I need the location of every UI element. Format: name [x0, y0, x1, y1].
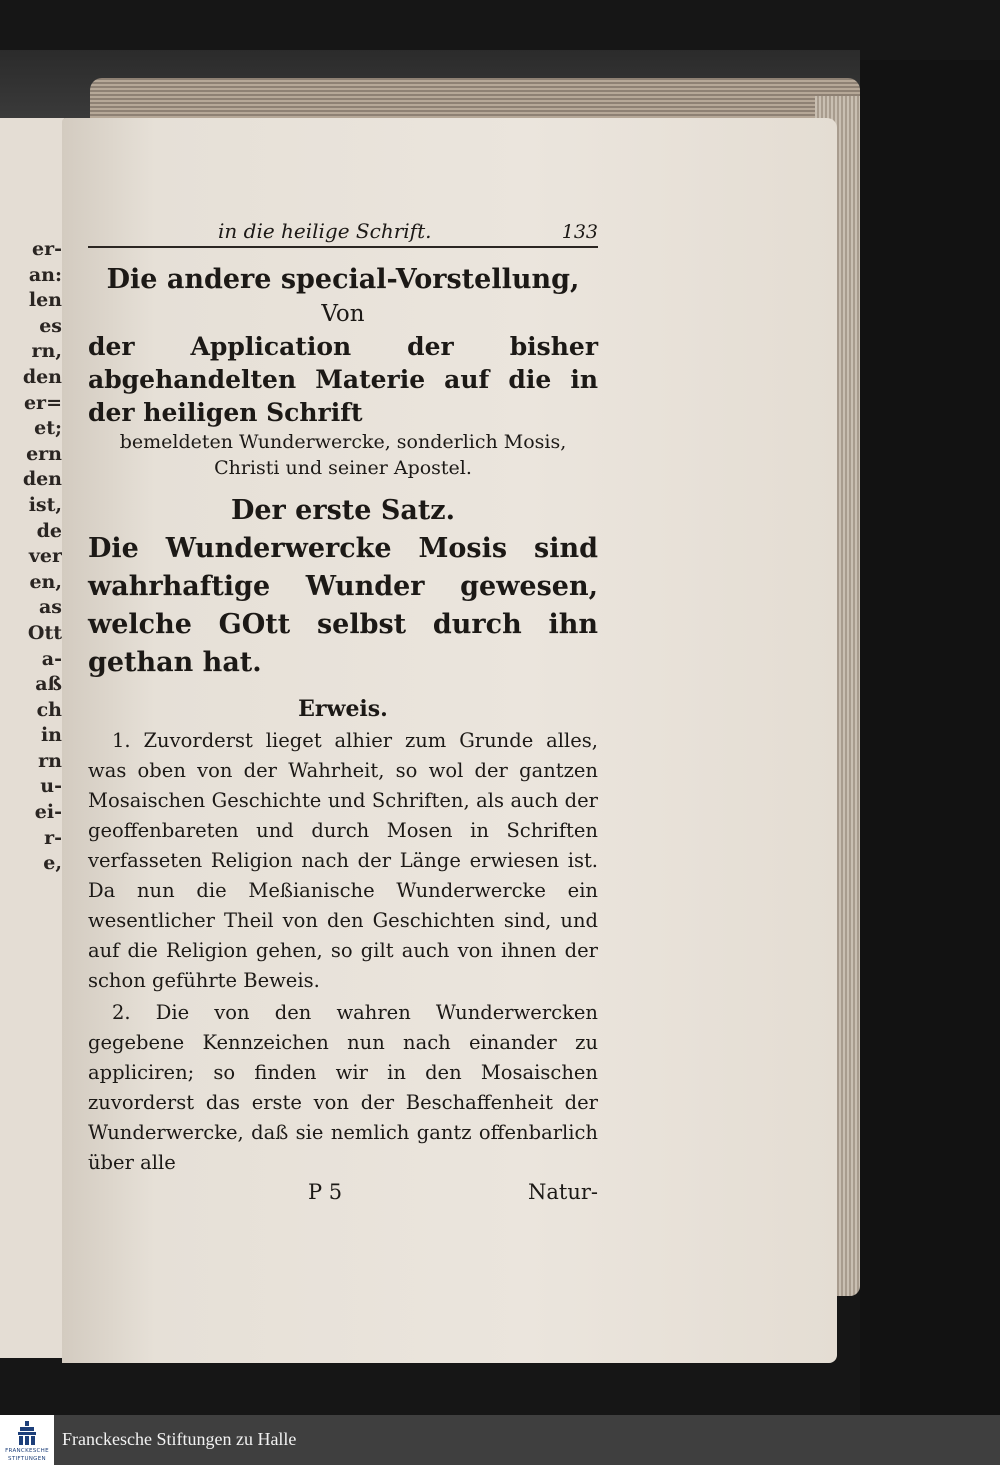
running-head-title: in die heilige Schrift. — [218, 219, 432, 243]
paragraph-2: 2. Die von den wahren Wunderwercken gegebene Kennzeichen nun nach einander zu appliciren; so finden wir in den Mosaischen zuvorderst das erste von der Beschaffenheit der Wunderwercke, daß sie nemlich gantz offenbarlich über alle — [88, 1001, 598, 1174]
logo-text-line2: STIFTUNGEN — [8, 1456, 46, 1462]
left-page-line-end: e, — [43, 852, 62, 875]
left-page-line-end: ern — [26, 442, 62, 465]
proposition-text: Die Wunderwercke Mosis sind wahrhaftige Wunder gewesen, welche GOtt selbst durch ihn gethan hat. — [88, 533, 598, 678]
left-page-line-end: ei- — [34, 801, 62, 824]
orphanage-emblem-icon — [16, 1421, 38, 1445]
left-page-line-end: et; — [34, 417, 62, 440]
left-page-line-end: as — [38, 596, 62, 619]
left-page-line-end: es — [39, 314, 62, 337]
running-head — [88, 212, 598, 248]
left-page-line-end: in — [40, 724, 62, 747]
left-page-line-end: Ott — [27, 621, 62, 644]
left-page-line-end: er- — [32, 238, 62, 260]
left-page-line-end: len — [28, 289, 62, 312]
institution-logo[interactable] — [0, 1415, 54, 1465]
proof-label: Erweis. — [298, 696, 388, 722]
left-page-line-end: en, — [29, 570, 62, 593]
catchword: Natur- — [528, 1180, 598, 1204]
left-page-line-end: an: — [28, 263, 62, 286]
left-page-line-end: aß — [35, 673, 62, 696]
footer-bar — [0, 1415, 1000, 1465]
left-page-line-end: ver — [28, 545, 62, 568]
left-page-line-end: de — [36, 519, 62, 542]
left-page-line-end: a- — [41, 647, 62, 670]
left-page-line-end: ch — [36, 698, 62, 721]
proposition-title: Der erste Satz. — [230, 495, 456, 526]
logo-text-line1: FRANCKESCHE — [5, 1448, 49, 1454]
left-page-line-end: r- — [44, 826, 62, 849]
footer-institution-name: Franckesche Stiftungen zu Halle — [62, 1429, 297, 1449]
page-foot — [88, 1180, 598, 1214]
page-number: 133 — [561, 221, 598, 243]
left-page-line-end: rn, — [31, 340, 62, 363]
section-heading: Die andere special-Vorstellung, — [106, 264, 580, 295]
left-page-line-end: den — [22, 365, 62, 388]
heading-subject: der Application der bisher abgehandelten Materie auf die in der heiligen Schrift — [88, 332, 598, 427]
page-text — [88, 212, 598, 1214]
heading-von: Von — [321, 301, 365, 327]
dark-margin — [860, 60, 1000, 1415]
left-page-line-end: den — [22, 468, 62, 491]
left-page-line-end: rn — [38, 749, 62, 772]
left-page-line-end: ist, — [28, 493, 62, 516]
signature-mark: P 5 — [308, 1180, 343, 1204]
left-page-text — [2, 238, 62, 878]
paragraph-1: 1. Zuvorderst lieget alhier zum Grunde alles, was oben von der Wahrheit, so wol der gantzen Mosaischen Geschichte und Schriften, als auch der geoffenbareten und durch Mosen in Schriften verfasseten Religion nach der Länge erwiesen ist. Da nun die Meßianische Wunderwercke ein wesentlicher Theil von den Geschichten sind, und auf die Religion gehen, so gilt auch von ihnen der schon geführte Beweis. — [88, 729, 598, 992]
left-page — [0, 118, 66, 1358]
left-page-line-end: er= — [23, 391, 62, 414]
heading-subject-continued: bemeldeten Wunderwercke, sonderlich Mosis, Christi und seiner Apostel. — [119, 431, 567, 479]
left-page-line-end: u- — [40, 775, 62, 798]
